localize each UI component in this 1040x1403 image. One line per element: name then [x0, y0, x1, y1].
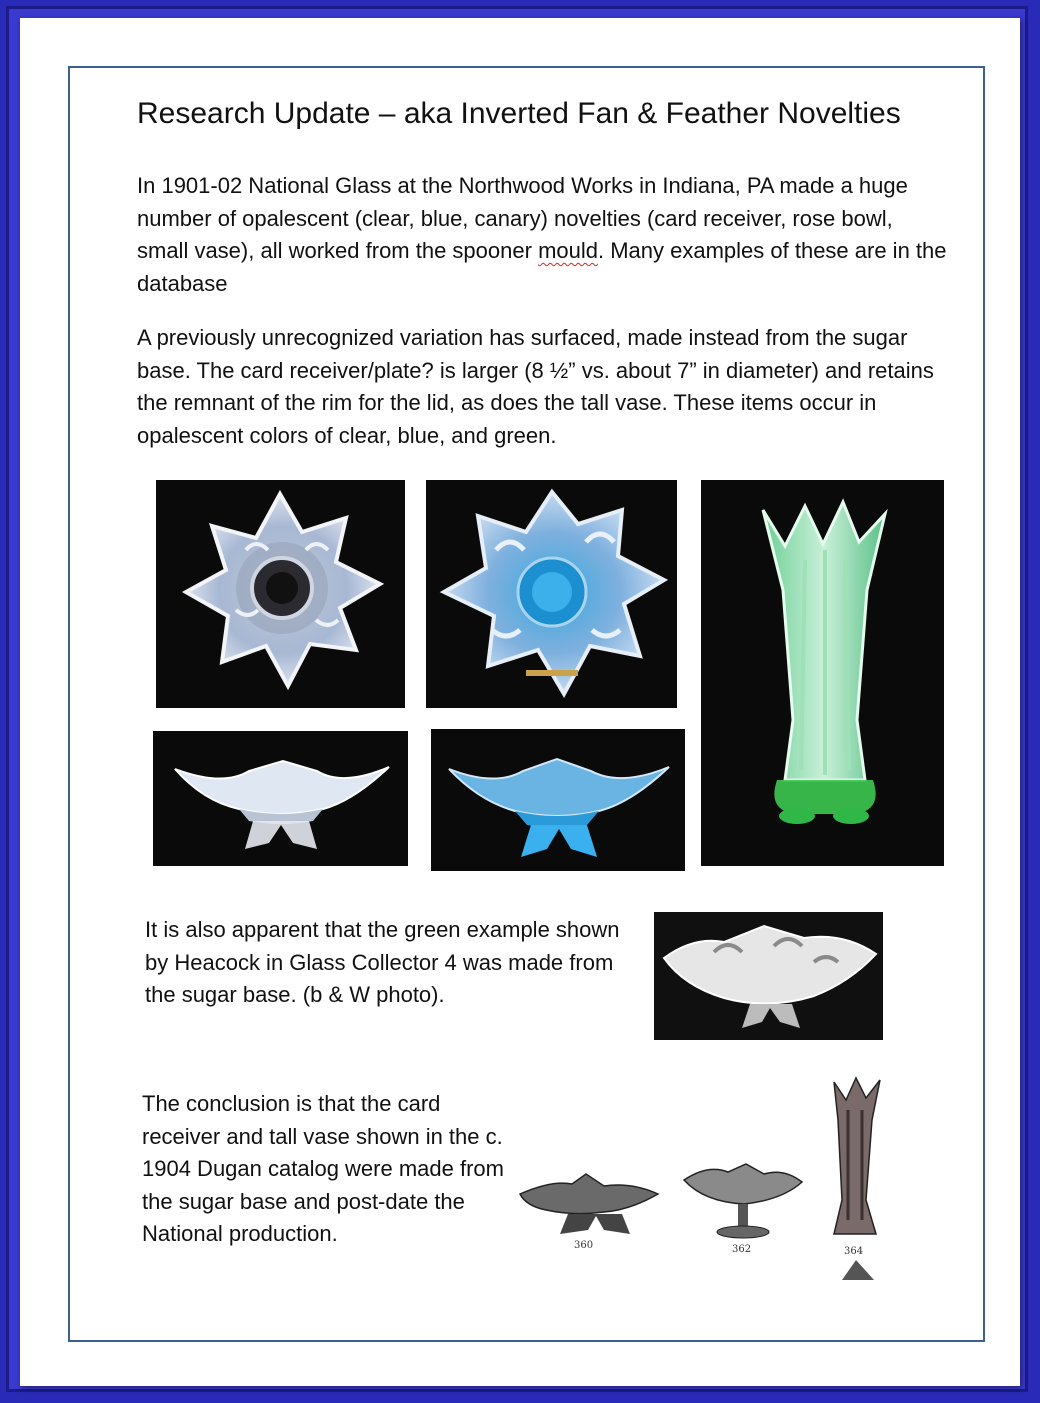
blue-card-receiver-side-image	[431, 729, 685, 871]
paragraph-1-tail: . Many examples of these are in the database	[137, 238, 947, 296]
paragraph-national-glass	[137, 170, 947, 300]
page-title: Research Update – aka Inverted Fan & Feather Novelties	[137, 97, 901, 130]
catalog-item-tall-vase	[834, 1078, 880, 1280]
catalog-item-card-receiver	[520, 1174, 658, 1251]
paragraph-heacock-example: It is also apparent that the green example shown by Heacock in Glass Collector 4 was made from the sugar base. (b & W photo).	[145, 917, 620, 1007]
green-tall-vase-image	[701, 480, 944, 866]
photo-clear-card-receiver-top	[156, 480, 405, 708]
photo-heacock-bw	[654, 912, 883, 1040]
catalog-label-364: 364	[844, 1246, 864, 1257]
heacock-bw-image	[654, 912, 883, 1040]
paragraph-conclusion: The conclusion is that the card receiver and tall vase shown in the c. 1904 Dugan catalog were made from the sugar base and post-date the National production.	[142, 1091, 504, 1246]
clear-card-receiver-side-image	[153, 731, 408, 866]
spellcheck-flagged-word: mould	[538, 238, 598, 263]
paragraph-sugar-base-variation: A previously unrecognized variation has surfaced, made instead from the sugar base. The card receiver/plate? is larger (8 ½” vs. about 7” in diameter) and retains the remnant of the rim for the lid, as does the tall vase. These items occur in opalescent colors of clear, blue, and green.	[137, 325, 934, 448]
paragraph-1-text: In 1901-02 National Glass at the Northwood Works in Indiana, PA made a huge number of opalescent (clear, blue, canary) novelties (card receiver, rose bowl, small vase), all worked from the spooner	[137, 173, 908, 263]
dugan-catalog-illustrations	[512, 1070, 922, 1290]
catalog-drawing-image	[512, 1070, 922, 1290]
catalog-item-compote	[684, 1164, 802, 1255]
photo-blue-card-receiver-side	[431, 729, 685, 871]
catalog-label-362: 362	[732, 1244, 752, 1255]
photo-blue-card-receiver-top	[426, 480, 677, 708]
blue-card-receiver-top-image	[426, 480, 677, 708]
photo-green-tall-vase	[701, 480, 944, 866]
catalog-label-360: 360	[574, 1240, 594, 1251]
clear-card-receiver-top-image	[156, 480, 405, 708]
photo-clear-card-receiver-side	[153, 731, 408, 866]
